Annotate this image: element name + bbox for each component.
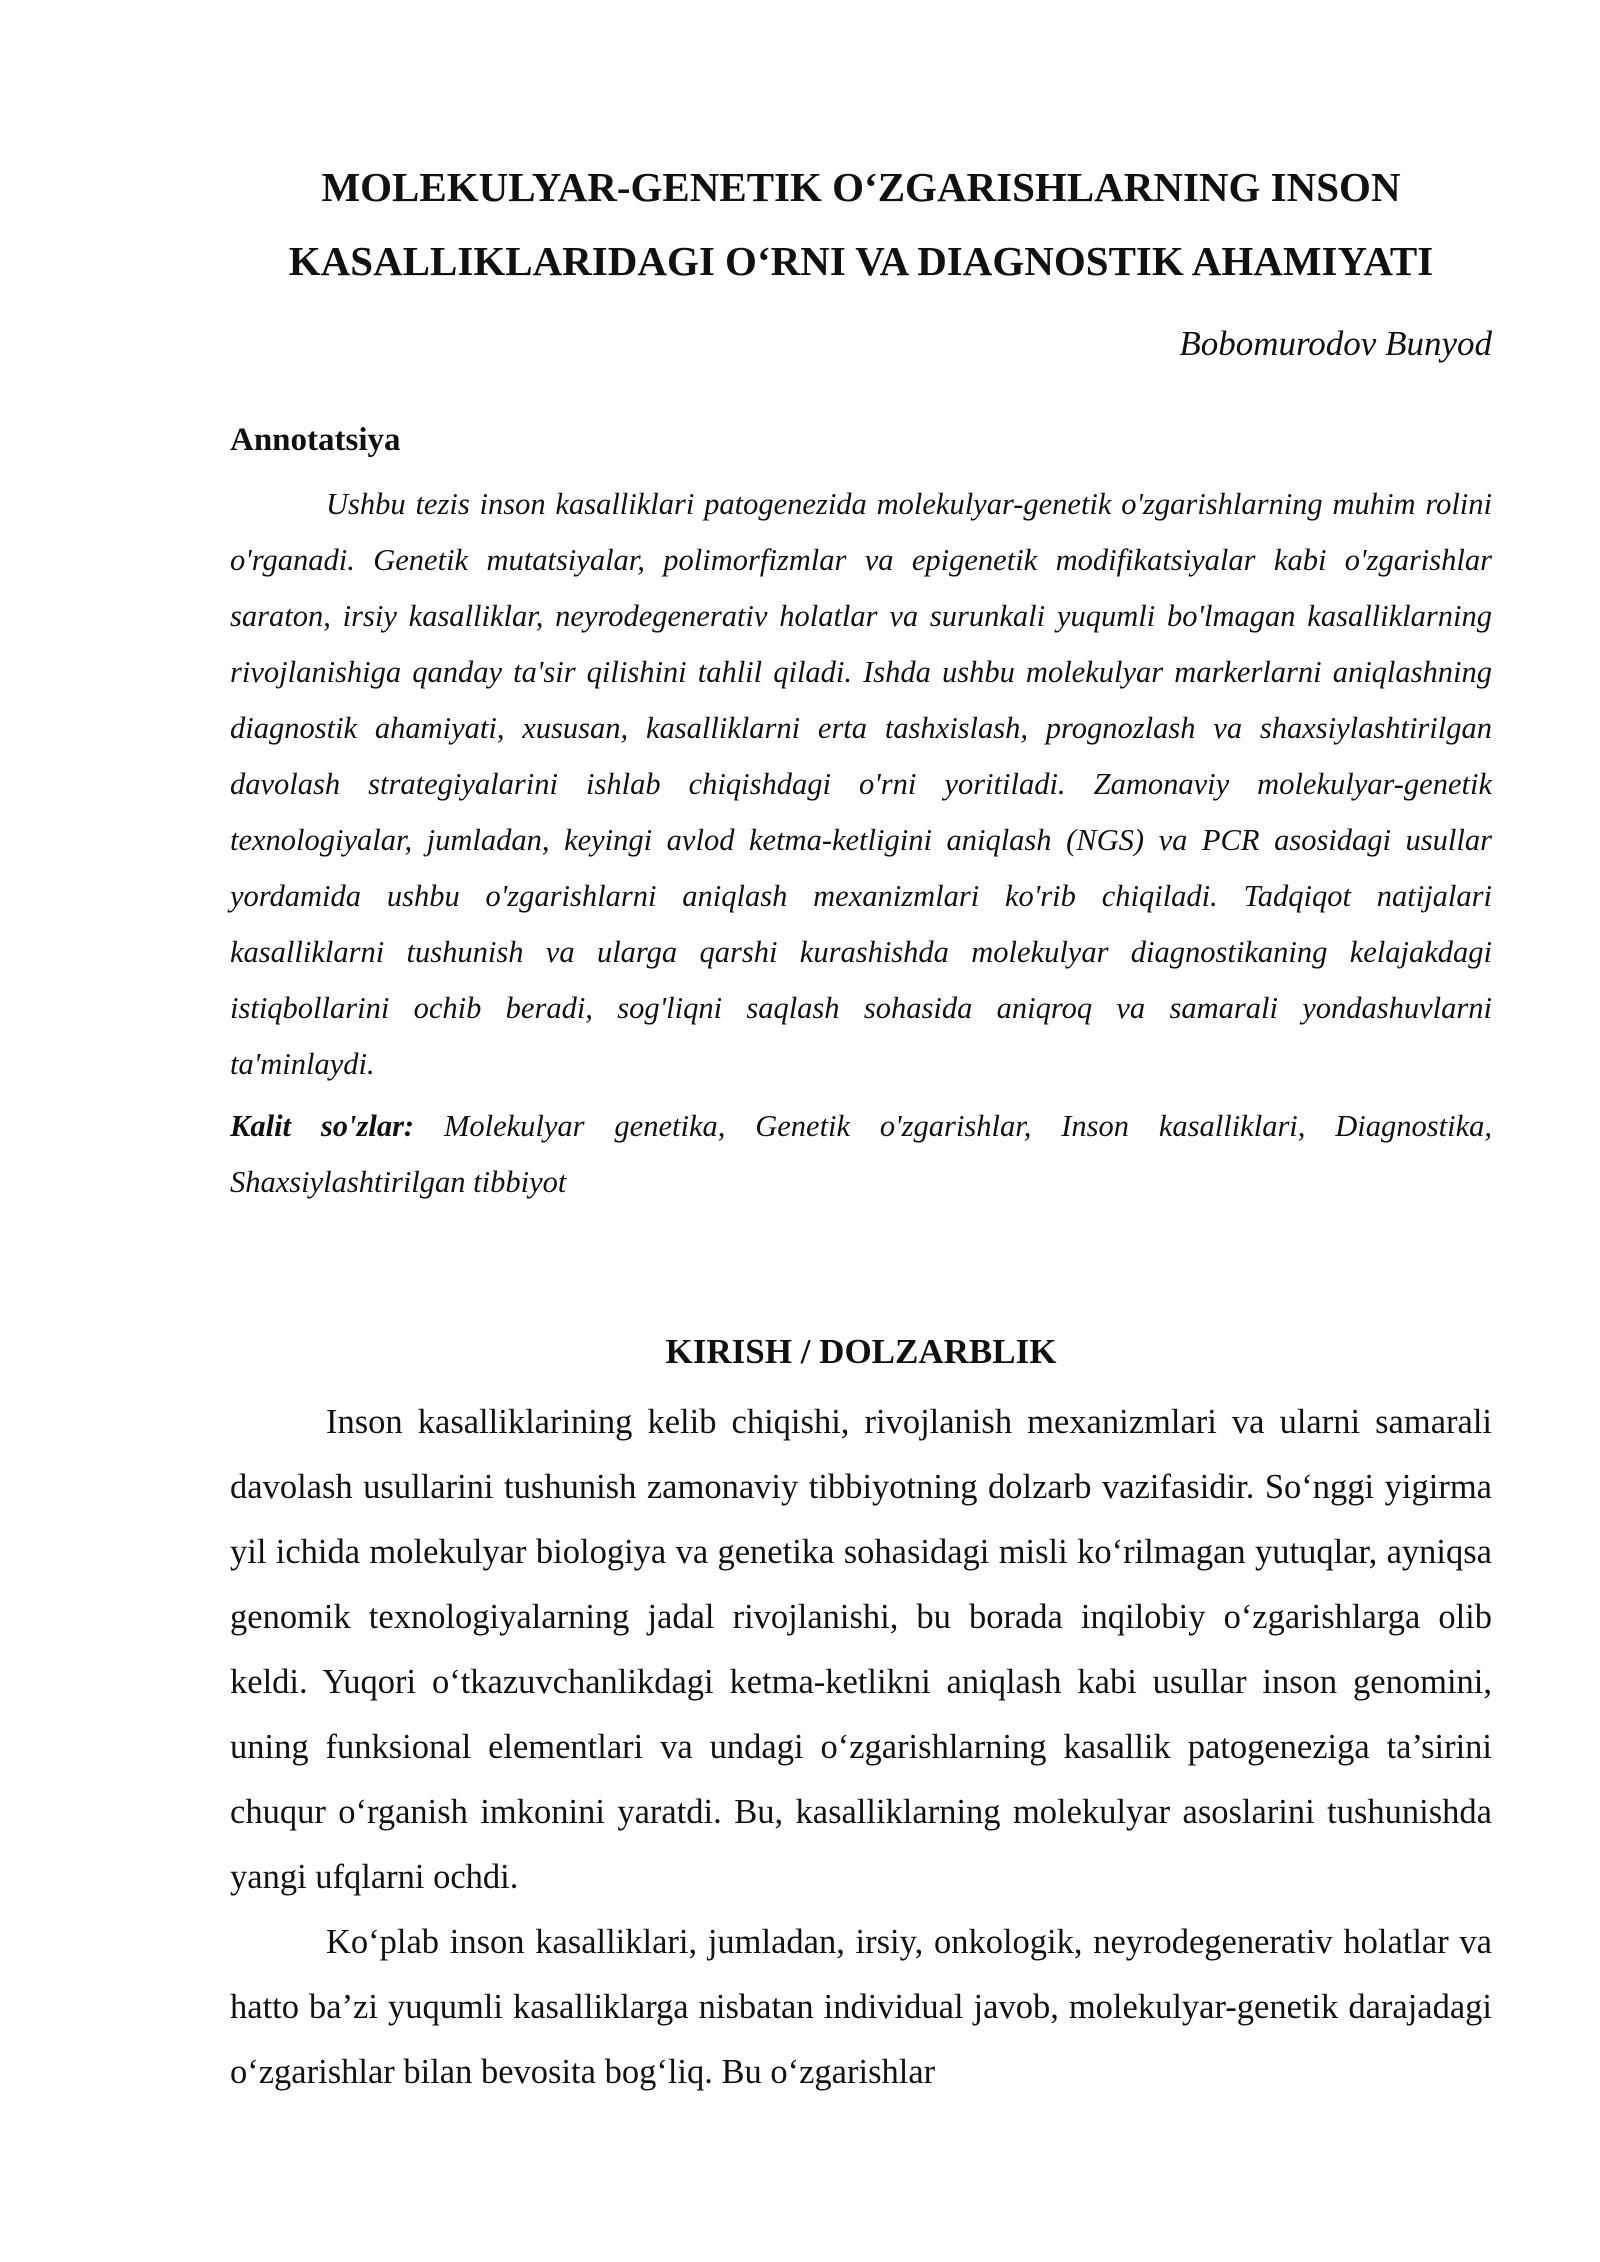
section-heading: KIRISH / DOLZARBLIK — [665, 1332, 1057, 1371]
keywords-text: Molekulyar genetika, Genetik o'zgarishlar, Inson kasalliklari, Diagnostika, Shaxsiylashtirilgan tibbiyot — [230, 1109, 1492, 1199]
author-name: Bobomurodov Bunyod — [1179, 324, 1492, 363]
paper-title-line-2: KASALLIKLARIDAGI O‘RNI VA DIAGNOSTIK AHAMIYATI — [288, 238, 1434, 284]
keywords — [230, 1098, 1492, 1210]
body-paragraph-1: Inson kasalliklarining kelib chiqishi, rivojlanish mexanizmlari va ularni samarali davolash usullarini tushunish zamonaviy tibbiyotning dolzarb vazifasidir. So‘nggi yigirma yil ichida molekulyar biologiya va genetika sohasidagi misli ko‘rilmagan yutuqlar, ayniqsa genomik texnologiyalarning jadal rivojlanishi, bu borada inqilobiy o‘zgarishlarga olib keldi. Yuqori o‘tkazuvchanlikdagi ketma-ketlikni aniqlash kabi usullar inson genomini, uning funksional elementlari va undagi o‘zgarishlarning kasallik patogeneziga ta’sirini chuqur o‘rganish imkonini yaratdi. Bu, kasalliklarning molekulyar asoslarini tushunishda yangi ufqlarni ochdi. — [230, 1403, 1492, 1896]
paper-title — [230, 150, 1492, 298]
keywords-label: Kalit so'zlar: — [230, 1109, 415, 1143]
annotation-heading: Annotatsiya — [230, 422, 401, 458]
document-page — [230, 150, 1492, 2105]
paper-title-line-1: MOLEKULYAR-GENETIK O‘ZGARISHLARNING INSON — [321, 164, 1401, 210]
body-paragraph-2: Ko‘plab inson kasalliklari, jumladan, irsiy, onkologik, neyrodegenerativ holatlar va hatto ba’zi yuqumli kasalliklarga nisbatan individual javob, molekulyar-genetik darajadagi o‘zgarishlar bilan bevosita bog‘liq. Bu o‘zgarishlar — [230, 1923, 1492, 2091]
annotation-text: Ushbu tezis inson kasalliklari patogenezida molekulyar-genetik o'zgarishlarning muhim rolini o'rganadi. Genetik mutatsiyalar, polimorfizmlar va epigenetik modifikatsiyalar kabi o'zgarishlar saraton, irsiy kasalliklar, neyrodegenerativ holatlar va surunkali yuqumli bo'lmagan kasalliklarning rivojlanishiga qanday ta'sir qilishini tahlil qiladi. Ishda ushbu molekulyar markerlarni aniqlashning diagnostik ahamiyati, xususan, kasalliklarni erta tashxislash, prognozlash va shaxsiylashtirilgan davolash strategiyalarini ishlab chiqishdagi o'rni yoritiladi. Zamonaviy molekulyar-genetik texnologiyalar, jumladan, keyingi avlod ketma-ketligini aniqlash (NGS) va PCR asosidagi usullar yordamida ushbu o'zgarishlarni aniqlash mexanizmlari ko'rib chiqiladi. Tadqiqot natijalari kasalliklarni tushunish va ularga qarshi kurashishda molekulyar diagnostikaning kelajakdagi istiqbollarini ochib beradi, sog'liqni saqlash sohasida aniqroq va samarali yondashuvlarni ta'minlaydi. — [230, 487, 1492, 1081]
